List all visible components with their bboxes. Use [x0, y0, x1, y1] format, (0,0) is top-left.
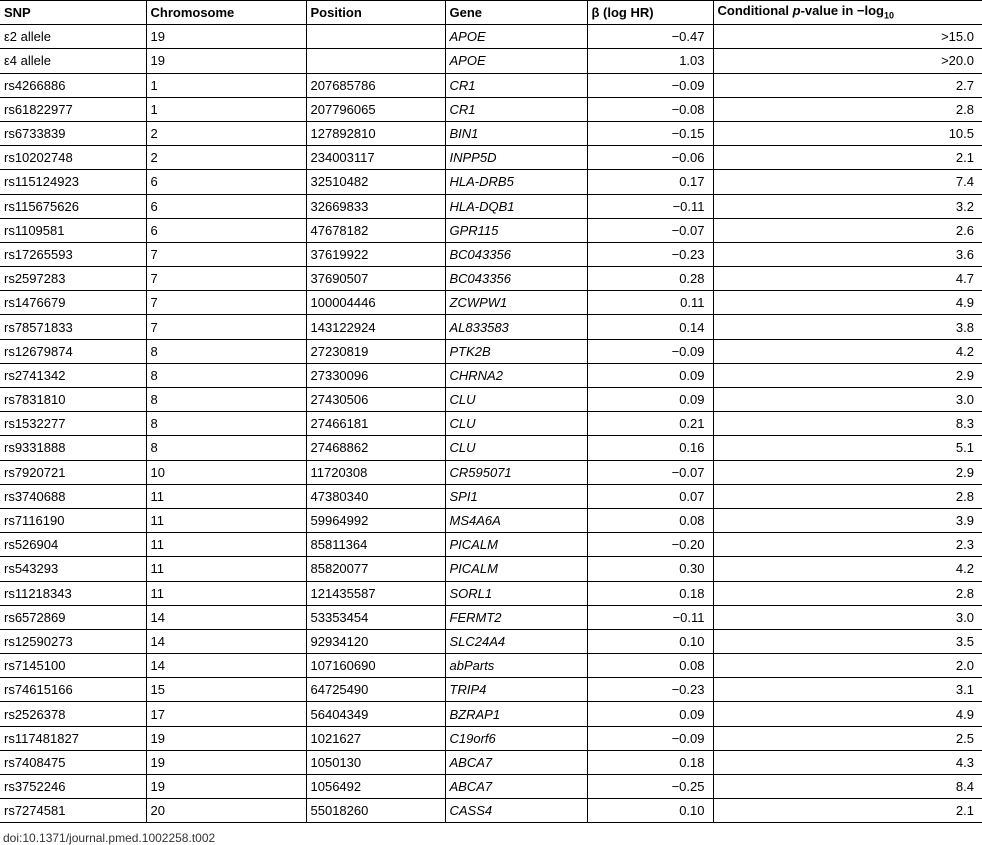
cell-position: 56404349: [306, 702, 445, 726]
cell-pvalue: 7.4: [713, 170, 982, 194]
cell-gene: HLA-DQB1: [445, 194, 587, 218]
cell-position: 47380340: [306, 484, 445, 508]
cell-chromosome: 6: [146, 194, 306, 218]
cell-snp: rs117481827: [0, 726, 146, 750]
cell-gene: APOE: [445, 25, 587, 49]
cell-gene: FERMT2: [445, 605, 587, 629]
table-row: [0, 242, 982, 266]
table-row: [0, 460, 982, 484]
cell-snp: rs6733839: [0, 121, 146, 145]
cell-position: 32669833: [306, 194, 445, 218]
table-row: [0, 267, 982, 291]
cell-snp: rs543293: [0, 557, 146, 581]
table-row: [0, 436, 982, 460]
table-row: [0, 581, 982, 605]
cell-gene: abParts: [445, 654, 587, 678]
cell-chromosome: 2: [146, 121, 306, 145]
cell-gene: PTK2B: [445, 339, 587, 363]
cell-snp: rs9331888: [0, 436, 146, 460]
cell-snp: rs12679874: [0, 339, 146, 363]
cell-snp: rs17265593: [0, 242, 146, 266]
cell-chromosome: 19: [146, 49, 306, 73]
cell-position: 143122924: [306, 315, 445, 339]
cell-chromosome: 19: [146, 25, 306, 49]
cell-snp: rs74615166: [0, 678, 146, 702]
header-position: Position: [306, 1, 445, 25]
cell-beta: 0.16: [587, 436, 713, 460]
cell-pvalue: 4.9: [713, 702, 982, 726]
cell-beta: −0.23: [587, 242, 713, 266]
table-row: [0, 49, 982, 73]
cell-chromosome: 11: [146, 484, 306, 508]
cell-position: 1056492: [306, 775, 445, 799]
cell-position: 234003117: [306, 146, 445, 170]
cell-position: 207685786: [306, 73, 445, 97]
cell-snp: rs7831810: [0, 388, 146, 412]
cell-chromosome: 8: [146, 363, 306, 387]
cell-chromosome: 14: [146, 629, 306, 653]
table-header-row: [0, 1, 982, 25]
cell-position: 27230819: [306, 339, 445, 363]
cell-beta: −0.25: [587, 775, 713, 799]
cell-gene: INPP5D: [445, 146, 587, 170]
header-beta: β (log HR): [587, 1, 713, 25]
table-row: [0, 484, 982, 508]
cell-chromosome: 8: [146, 388, 306, 412]
cell-position: 32510482: [306, 170, 445, 194]
cell-gene: APOE: [445, 49, 587, 73]
cell-gene: BZRAP1: [445, 702, 587, 726]
cell-gene: ABCA7: [445, 750, 587, 774]
cell-beta: 0.09: [587, 363, 713, 387]
cell-gene: CLU: [445, 412, 587, 436]
cell-snp: rs3752246: [0, 775, 146, 799]
table-row: [0, 146, 982, 170]
cell-chromosome: 7: [146, 242, 306, 266]
cell-snp: rs7116190: [0, 508, 146, 532]
cell-pvalue: 3.9: [713, 508, 982, 532]
cell-position: 37619922: [306, 242, 445, 266]
cell-chromosome: 19: [146, 750, 306, 774]
table-row: [0, 73, 982, 97]
cell-chromosome: 2: [146, 146, 306, 170]
cell-pvalue: 2.6: [713, 218, 982, 242]
cell-beta: 0.09: [587, 702, 713, 726]
table-row: [0, 775, 982, 799]
cell-gene: CLU: [445, 436, 587, 460]
cell-position: 107160690: [306, 654, 445, 678]
cell-pvalue: 2.0: [713, 654, 982, 678]
cell-position: 85820077: [306, 557, 445, 581]
cell-pvalue: 5.1: [713, 436, 982, 460]
cell-gene: CASS4: [445, 799, 587, 823]
table-row: [0, 339, 982, 363]
table-row: [0, 678, 982, 702]
cell-snp: rs1109581: [0, 218, 146, 242]
cell-snp: rs1532277: [0, 412, 146, 436]
table-row: [0, 363, 982, 387]
cell-gene: CR1: [445, 97, 587, 121]
cell-chromosome: 11: [146, 557, 306, 581]
cell-beta: −0.06: [587, 146, 713, 170]
cell-pvalue: 8.4: [713, 775, 982, 799]
cell-snp: rs526904: [0, 533, 146, 557]
cell-chromosome: 10: [146, 460, 306, 484]
cell-beta: −0.11: [587, 194, 713, 218]
cell-snp: rs7274581: [0, 799, 146, 823]
cell-chromosome: 6: [146, 218, 306, 242]
cell-chromosome: 14: [146, 605, 306, 629]
cell-chromosome: 14: [146, 654, 306, 678]
cell-pvalue: 2.1: [713, 799, 982, 823]
cell-gene: ZCWPW1: [445, 291, 587, 315]
cell-pvalue: 3.0: [713, 388, 982, 412]
cell-pvalue: 2.9: [713, 363, 982, 387]
cell-chromosome: 11: [146, 508, 306, 532]
cell-beta: 0.28: [587, 267, 713, 291]
table-row: [0, 799, 982, 823]
cell-chromosome: 15: [146, 678, 306, 702]
cell-position: [306, 25, 445, 49]
table-row: [0, 605, 982, 629]
cell-gene: PICALM: [445, 557, 587, 581]
cell-position: 59964992: [306, 508, 445, 532]
cell-chromosome: 6: [146, 170, 306, 194]
header-chromosome: Chromosome: [146, 1, 306, 25]
cell-gene: BC043356: [445, 267, 587, 291]
cell-snp: rs61822977: [0, 97, 146, 121]
cell-position: 47678182: [306, 218, 445, 242]
cell-snp: rs2741342: [0, 363, 146, 387]
cell-snp: rs12590273: [0, 629, 146, 653]
cell-pvalue: 3.8: [713, 315, 982, 339]
cell-position: 11720308: [306, 460, 445, 484]
cell-chromosome: 17: [146, 702, 306, 726]
cell-position: 121435587: [306, 581, 445, 605]
cell-beta: −0.47: [587, 25, 713, 49]
cell-beta: 0.17: [587, 170, 713, 194]
cell-beta: 0.14: [587, 315, 713, 339]
header-gene: Gene: [445, 1, 587, 25]
header-pvalue-p: p: [792, 3, 801, 19]
cell-pvalue: >15.0: [713, 25, 982, 49]
cell-gene: GPR115: [445, 218, 587, 242]
cell-position: 55018260: [306, 799, 445, 823]
cell-snp: rs78571833: [0, 315, 146, 339]
cell-gene: CLU: [445, 388, 587, 412]
cell-beta: −0.09: [587, 73, 713, 97]
cell-pvalue: 4.9: [713, 291, 982, 315]
cell-gene: AL833583: [445, 315, 587, 339]
cell-snp: rs1476679: [0, 291, 146, 315]
header-pvalue-prefix: Conditional: [717, 3, 793, 19]
table-row: [0, 121, 982, 145]
table-body: [0, 25, 982, 823]
cell-snp: ε4 allele: [0, 49, 146, 73]
cell-beta: 0.10: [587, 629, 713, 653]
cell-gene: SLC24A4: [445, 629, 587, 653]
cell-pvalue: 3.5: [713, 629, 982, 653]
cell-pvalue: 4.7: [713, 267, 982, 291]
table-row: [0, 412, 982, 436]
cell-position: [306, 49, 445, 73]
cell-pvalue: 4.3: [713, 750, 982, 774]
cell-beta: 0.18: [587, 581, 713, 605]
cell-gene: SPI1: [445, 484, 587, 508]
cell-gene: BC043356: [445, 242, 587, 266]
cell-pvalue: 2.8: [713, 581, 982, 605]
cell-chromosome: 7: [146, 267, 306, 291]
cell-pvalue: 2.8: [713, 484, 982, 508]
cell-position: 64725490: [306, 678, 445, 702]
cell-gene: TRIP4: [445, 678, 587, 702]
cell-gene: CR1: [445, 73, 587, 97]
cell-gene: C19orf6: [445, 726, 587, 750]
cell-pvalue: 2.9: [713, 460, 982, 484]
cell-pvalue: 2.1: [713, 146, 982, 170]
cell-position: 1050130: [306, 750, 445, 774]
cell-beta: −0.20: [587, 533, 713, 557]
cell-beta: 0.30: [587, 557, 713, 581]
cell-snp: rs4266886: [0, 73, 146, 97]
cell-beta: 0.08: [587, 654, 713, 678]
table-row: [0, 750, 982, 774]
cell-chromosome: 1: [146, 97, 306, 121]
cell-pvalue: 3.0: [713, 605, 982, 629]
doi-caption: doi:10.1371/journal.pmed.1002258.t002: [3, 831, 216, 845]
cell-pvalue: 4.2: [713, 339, 982, 363]
cell-chromosome: 7: [146, 315, 306, 339]
cell-beta: 0.10: [587, 799, 713, 823]
cell-pvalue: 8.3: [713, 412, 982, 436]
cell-chromosome: 1: [146, 73, 306, 97]
cell-gene: ABCA7: [445, 775, 587, 799]
cell-gene: PICALM: [445, 533, 587, 557]
cell-chromosome: 8: [146, 436, 306, 460]
table-row: [0, 557, 982, 581]
table-row: [0, 533, 982, 557]
cell-pvalue: 2.3: [713, 533, 982, 557]
cell-position: 85811364: [306, 533, 445, 557]
cell-chromosome: 8: [146, 339, 306, 363]
table-row: [0, 97, 982, 121]
cell-beta: −0.23: [587, 678, 713, 702]
cell-snp: rs7145100: [0, 654, 146, 678]
cell-position: 27430506: [306, 388, 445, 412]
cell-position: 127892810: [306, 121, 445, 145]
cell-beta: −0.07: [587, 460, 713, 484]
table-row: [0, 654, 982, 678]
cell-pvalue: >20.0: [713, 49, 982, 73]
cell-position: 27330096: [306, 363, 445, 387]
table-row: [0, 25, 982, 49]
cell-chromosome: 8: [146, 412, 306, 436]
cell-snp: rs115675626: [0, 194, 146, 218]
cell-gene: CR595071: [445, 460, 587, 484]
cell-beta: −0.07: [587, 218, 713, 242]
cell-chromosome: 20: [146, 799, 306, 823]
cell-chromosome: 11: [146, 533, 306, 557]
cell-beta: 0.07: [587, 484, 713, 508]
cell-position: 1021627: [306, 726, 445, 750]
cell-snp: rs7408475: [0, 750, 146, 774]
cell-pvalue: 3.6: [713, 242, 982, 266]
cell-pvalue: 10.5: [713, 121, 982, 145]
cell-gene: SORL1: [445, 581, 587, 605]
cell-gene: CHRNA2: [445, 363, 587, 387]
cell-snp: rs11218343: [0, 581, 146, 605]
table-row: [0, 726, 982, 750]
cell-snp: rs115124923: [0, 170, 146, 194]
cell-chromosome: 11: [146, 581, 306, 605]
cell-position: 27468862: [306, 436, 445, 460]
cell-gene: HLA-DRB5: [445, 170, 587, 194]
table-row: [0, 388, 982, 412]
cell-snp: rs3740688: [0, 484, 146, 508]
table-row: [0, 291, 982, 315]
cell-beta: −0.08: [587, 97, 713, 121]
table-row: [0, 629, 982, 653]
cell-pvalue: 4.2: [713, 557, 982, 581]
cell-chromosome: 19: [146, 726, 306, 750]
header-conditional-pvalue: [713, 1, 982, 25]
cell-beta: −0.11: [587, 605, 713, 629]
cell-snp: ε2 allele: [0, 25, 146, 49]
cell-beta: −0.15: [587, 121, 713, 145]
cell-position: 37690507: [306, 267, 445, 291]
header-pvalue-subscript: 10: [884, 10, 895, 21]
cell-pvalue: 3.1: [713, 678, 982, 702]
cell-pvalue: 2.7: [713, 73, 982, 97]
cell-beta: 0.18: [587, 750, 713, 774]
cell-snp: rs6572869: [0, 605, 146, 629]
cell-beta: 0.09: [587, 388, 713, 412]
cell-beta: −0.09: [587, 339, 713, 363]
header-pvalue-suffix: -value in −log: [800, 3, 884, 19]
cell-beta: 1.03: [587, 49, 713, 73]
cell-pvalue: 2.8: [713, 97, 982, 121]
cell-position: 53353454: [306, 605, 445, 629]
cell-position: 27466181: [306, 412, 445, 436]
cell-beta: 0.08: [587, 508, 713, 532]
table-row: [0, 170, 982, 194]
cell-pvalue: 2.5: [713, 726, 982, 750]
table-row: [0, 508, 982, 532]
table-row: [0, 218, 982, 242]
table-row: [0, 702, 982, 726]
cell-snp: rs10202748: [0, 146, 146, 170]
table-row: [0, 315, 982, 339]
cell-gene: MS4A6A: [445, 508, 587, 532]
cell-beta: −0.09: [587, 726, 713, 750]
cell-position: 92934120: [306, 629, 445, 653]
cell-beta: 0.11: [587, 291, 713, 315]
cell-position: 207796065: [306, 97, 445, 121]
cell-chromosome: 19: [146, 775, 306, 799]
cell-pvalue: 3.2: [713, 194, 982, 218]
table-row: [0, 194, 982, 218]
header-snp: SNP: [0, 1, 146, 25]
cell-snp: rs2526378: [0, 702, 146, 726]
cell-snp: rs7920721: [0, 460, 146, 484]
cell-chromosome: 7: [146, 291, 306, 315]
cell-snp: rs2597283: [0, 267, 146, 291]
cell-beta: 0.21: [587, 412, 713, 436]
cell-position: 100004446: [306, 291, 445, 315]
cell-gene: BIN1: [445, 121, 587, 145]
